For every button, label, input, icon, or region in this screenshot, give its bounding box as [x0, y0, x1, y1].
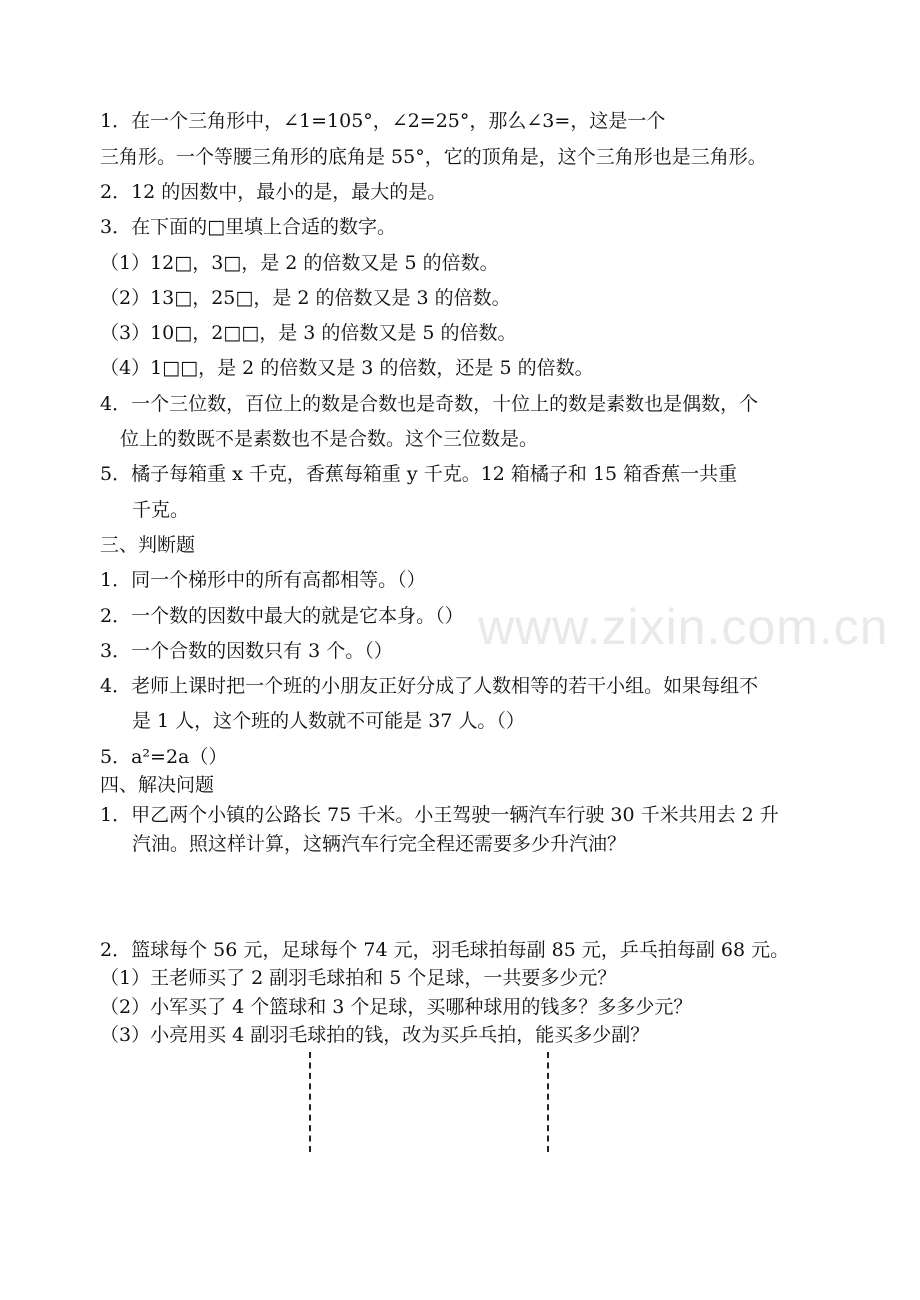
q3-4-line2: 是 1 人，这个班的人数就不可能是 37 人。（） — [132, 710, 525, 732]
q4-2-sub1: （1）王老师买了 2 副羽毛球拍和 5 个足球，一共要多少元？ — [100, 967, 617, 989]
q2-4-line2: 位上的数既不是素数也不是合数。这个三位数是。 — [120, 428, 539, 450]
q2-3-sub3: （3）10□，2□□，是 3 的倍数又是 5 的倍数。 — [100, 322, 517, 344]
q2-3: 3．在下面的□里填上合适的数字。 — [100, 216, 397, 238]
section-3-heading: 三、判断题 — [100, 534, 196, 556]
q2-4-line1: 4．一个三位数，百位上的数是合数也是奇数，十位上的数是素数也是偶数，个 — [100, 393, 759, 415]
q3-5: 5．a²=2a（） — [100, 746, 228, 768]
q3-3: 3．一个合数的因数只有 3 个。（） — [100, 640, 393, 662]
q4-1-line1: 1．甲乙两个小镇的公路长 75 千米。小王驾驶一辆汽车行驶 30 千米共用去 2 升 — [100, 804, 779, 826]
q3-1: 1．同一个梯形中的所有高都相等。（） — [100, 569, 426, 591]
watermark: www.zixin.com.cn — [478, 599, 889, 655]
q2-2: 2．12 的因数中，最小的是，最大的是。 — [100, 181, 447, 203]
q4-1-line2: 汽油。照这样计算，这辆汽车行完全程还需要多少升汽油？ — [132, 833, 627, 855]
q2-5-line1: 5．橘子每箱重 x 千克，香蕉每箱重 y 千克。12 箱橘子和 15 箱香蕉一共重 — [100, 463, 738, 485]
q2-3-sub1: （1）12□，3□，是 2 的倍数又是 5 的倍数。 — [100, 252, 499, 274]
q2-1-line2: 三角形。一个等腰三角形的底角是 55°，它的顶角是，这个三角形也是三角形。 — [100, 146, 767, 168]
q4-2: 2．篮球每个 56 元，足球每个 74 元，羽毛球拍每副 85 元，乒乓拍每副 68 元。 — [100, 939, 790, 961]
q2-1-line1: 1．在一个三角形中，∠1=105°，∠2=25°，那么∠3=，这是一个 — [100, 110, 666, 132]
q3-2: 2．一个数的因数中最大的就是它本身。（） — [100, 605, 464, 627]
section-4-heading: 四、解决问题 — [100, 774, 215, 796]
answer-divider-right — [547, 1052, 549, 1152]
q4-2-sub3: （3）小亮用买 4 副羽毛球拍的钱，改为买乒乓拍，能买多少副？ — [100, 1024, 650, 1046]
answer-divider-left — [309, 1052, 311, 1152]
q2-3-sub2: （2）13□，25□，是 2 的倍数又是 3 的倍数。 — [100, 287, 511, 309]
q4-2-sub2: （2）小军买了 4 个篮球和 3 个足球，买哪种球用的钱多？多多少元？ — [100, 996, 693, 1018]
q2-3-sub4: （4）1□□，是 2 的倍数又是 3 的倍数，还是 5 的倍数。 — [100, 357, 594, 379]
q3-4-line1: 4．老师上课时把一个班的小朋友正好分成了人数相等的若干小组。如果每组不 — [100, 675, 759, 697]
q2-5-line2: 千克。 — [132, 499, 190, 521]
